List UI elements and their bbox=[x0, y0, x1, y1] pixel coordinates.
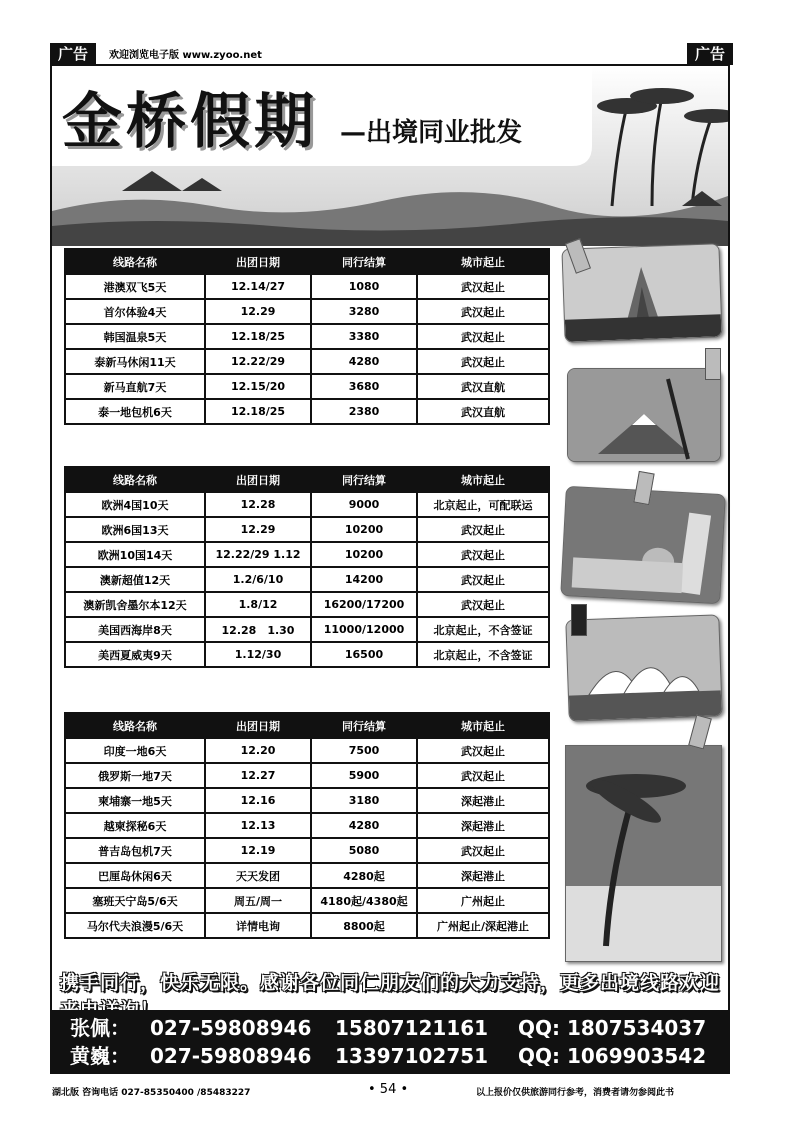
departure-date: 12.22/29 bbox=[205, 349, 311, 374]
route-name: 澳新超值12天 bbox=[65, 567, 205, 592]
contact-name: 张佩： bbox=[70, 1016, 130, 1040]
photo-mount-fuji bbox=[567, 368, 721, 462]
table-row bbox=[65, 642, 549, 667]
route-table-long-haul bbox=[64, 466, 550, 668]
contact-row bbox=[70, 1013, 706, 1043]
contact-qq: QQ: 1807534037 bbox=[518, 1016, 707, 1040]
departure-date: 12.19 bbox=[205, 838, 311, 863]
table-header-row bbox=[65, 467, 549, 492]
city-range: 武汉起止 bbox=[417, 763, 549, 788]
page-number: • 54 • bbox=[368, 1082, 409, 1097]
contact-bar bbox=[52, 1010, 728, 1074]
departure-date: 12.14/27 bbox=[205, 274, 311, 299]
contact-mobile: 15807121161 bbox=[335, 1016, 489, 1040]
slogan-banner: 携手同行，快乐无限。感谢各位同仁朋友们的大力支持，更多出境线路欢迎 bbox=[60, 972, 721, 994]
table-row bbox=[65, 374, 549, 399]
city-range: 武汉起止 bbox=[417, 738, 549, 763]
trade-price: 14200 bbox=[311, 567, 417, 592]
departure-date: 12.22/29 1.12 bbox=[205, 542, 311, 567]
contact-phone: 027-59808946 bbox=[150, 1044, 312, 1068]
header-route: 线路名称 bbox=[65, 249, 205, 274]
trade-price: 16500 bbox=[311, 642, 417, 667]
city-range: 北京起止，可配联运 bbox=[417, 492, 549, 517]
header-city: 城市起止 bbox=[417, 713, 549, 738]
table-row bbox=[65, 763, 549, 788]
table-row bbox=[65, 567, 549, 592]
city-range: 武汉直航 bbox=[417, 374, 549, 399]
route-name: 泰新马休闲11天 bbox=[65, 349, 205, 374]
trade-price: 10200 bbox=[311, 542, 417, 567]
route-name: 欧洲6国13天 bbox=[65, 517, 205, 542]
contact-phone: 027-59808946 bbox=[150, 1016, 312, 1040]
departure-date: 12.13 bbox=[205, 813, 311, 838]
route-table-asia bbox=[64, 248, 550, 425]
header-city: 城市起止 bbox=[417, 249, 549, 274]
table-row bbox=[65, 399, 549, 424]
brand-tagline: —出境同业批发 bbox=[340, 118, 523, 148]
trade-price: 4280 bbox=[311, 813, 417, 838]
trade-price: 8800起 bbox=[311, 913, 417, 938]
departure-date: 12.28 1.30 bbox=[205, 617, 311, 642]
city-range: 武汉起止 bbox=[417, 542, 549, 567]
route-name: 美国西海岸8天 bbox=[65, 617, 205, 642]
trade-price: 10200 bbox=[311, 517, 417, 542]
table-row bbox=[65, 738, 549, 763]
route-name: 韩国温泉5天 bbox=[65, 324, 205, 349]
photo-sydney bbox=[565, 614, 722, 721]
table-row bbox=[65, 813, 549, 838]
trade-price: 11000/12000 bbox=[311, 617, 417, 642]
city-range: 北京起止，不含签证 bbox=[417, 642, 549, 667]
contact-name: 黄巍： bbox=[70, 1044, 130, 1068]
trade-price: 9000 bbox=[311, 492, 417, 517]
departure-date: 12.27 bbox=[205, 763, 311, 788]
route-name: 俄罗斯一地7天 bbox=[65, 763, 205, 788]
departure-date: 12.18/25 bbox=[205, 399, 311, 424]
header-city: 城市起止 bbox=[417, 467, 549, 492]
city-range: 深起港止 bbox=[417, 863, 549, 888]
header-price: 同行结算 bbox=[311, 713, 417, 738]
table-row bbox=[65, 863, 549, 888]
city-range: 深起港止 bbox=[417, 788, 549, 813]
route-name: 柬埔寨一地5天 bbox=[65, 788, 205, 813]
table-row bbox=[65, 913, 549, 938]
route-name: 港澳双飞5天 bbox=[65, 274, 205, 299]
footer-disclaimer: 以上报价仅供旅游同行参考，消费者请勿参阅此书 bbox=[476, 1088, 675, 1098]
city-range: 广州起止 bbox=[417, 888, 549, 913]
photo-clip bbox=[705, 348, 721, 380]
route-name: 澳新凯舍墨尔本12天 bbox=[65, 592, 205, 617]
city-range: 武汉起止 bbox=[417, 274, 549, 299]
route-name: 印度一地6天 bbox=[65, 738, 205, 763]
trade-price: 5080 bbox=[311, 838, 417, 863]
departure-date: 1.2/6/10 bbox=[205, 567, 311, 592]
city-range: 武汉直航 bbox=[417, 399, 549, 424]
header-price: 同行结算 bbox=[311, 467, 417, 492]
table-row bbox=[65, 274, 549, 299]
departure-date: 12.20 bbox=[205, 738, 311, 763]
city-range: 武汉起止 bbox=[417, 324, 549, 349]
header-price: 同行结算 bbox=[311, 249, 417, 274]
trade-price: 4280 bbox=[311, 349, 417, 374]
table-row bbox=[65, 788, 549, 813]
city-range: 武汉起止 bbox=[417, 838, 549, 863]
city-range: 武汉起止 bbox=[417, 349, 549, 374]
table-row bbox=[65, 888, 549, 913]
contact-qq: QQ: 1069903542 bbox=[518, 1044, 707, 1068]
table-row bbox=[65, 542, 549, 567]
route-name: 马尔代夫浪漫5/6天 bbox=[65, 913, 205, 938]
departure-date: 12.29 bbox=[205, 517, 311, 542]
route-name: 普吉岛包机7天 bbox=[65, 838, 205, 863]
departure-date: 12.28 bbox=[205, 492, 311, 517]
table-row bbox=[65, 592, 549, 617]
table-header-row bbox=[65, 713, 549, 738]
city-range: 武汉起止 bbox=[417, 567, 549, 592]
city-range: 北京起止，不含签证 bbox=[417, 617, 549, 642]
ad-label-right: 广告 bbox=[687, 43, 733, 65]
header-route: 线路名称 bbox=[65, 467, 205, 492]
route-name: 美西夏威夷9天 bbox=[65, 642, 205, 667]
header-date: 出团日期 bbox=[205, 467, 311, 492]
table-row bbox=[65, 492, 549, 517]
trade-price: 4280起 bbox=[311, 863, 417, 888]
departure-date: 12.29 bbox=[205, 299, 311, 324]
route-name: 巴厘岛休闲6天 bbox=[65, 863, 205, 888]
table-row bbox=[65, 299, 549, 324]
route-name: 欧洲10国14天 bbox=[65, 542, 205, 567]
trade-price: 1080 bbox=[311, 274, 417, 299]
table-row bbox=[65, 324, 549, 349]
route-name: 泰一地包机6天 bbox=[65, 399, 205, 424]
header-date: 出团日期 bbox=[205, 713, 311, 738]
departure-date: 12.18/25 bbox=[205, 324, 311, 349]
trade-price: 3380 bbox=[311, 324, 417, 349]
departure-date: 1.12/30 bbox=[205, 642, 311, 667]
city-range: 武汉起止 bbox=[417, 592, 549, 617]
route-name: 首尔体验4天 bbox=[65, 299, 205, 324]
city-range: 深起港止 bbox=[417, 813, 549, 838]
city-range: 武汉起止 bbox=[417, 299, 549, 324]
header-date: 出团日期 bbox=[205, 249, 311, 274]
departure-date: 详情电询 bbox=[205, 913, 311, 938]
trade-price: 3180 bbox=[311, 788, 417, 813]
city-range: 武汉起止 bbox=[417, 517, 549, 542]
table-header-row bbox=[65, 249, 549, 274]
departure-date: 周五/周一 bbox=[205, 888, 311, 913]
photo-beach-palm bbox=[565, 745, 722, 962]
departure-date: 1.8/12 bbox=[205, 592, 311, 617]
table-row bbox=[65, 838, 549, 863]
trade-price: 5900 bbox=[311, 763, 417, 788]
departure-date: 12.15/20 bbox=[205, 374, 311, 399]
trade-price: 3680 bbox=[311, 374, 417, 399]
route-name: 塞班天宁岛5/6天 bbox=[65, 888, 205, 913]
trade-price: 16200/17200 bbox=[311, 592, 417, 617]
departure-date: 天天发团 bbox=[205, 863, 311, 888]
brand-title: 金桥假期 bbox=[62, 87, 318, 157]
departure-date: 12.16 bbox=[205, 788, 311, 813]
city-range: 广州起止/深起港止 bbox=[417, 913, 549, 938]
table-row bbox=[65, 349, 549, 374]
route-table-islands bbox=[64, 712, 550, 939]
trade-price: 3280 bbox=[311, 299, 417, 324]
header-route: 线路名称 bbox=[65, 713, 205, 738]
trade-price: 4180起/4380起 bbox=[311, 888, 417, 913]
trade-price: 7500 bbox=[311, 738, 417, 763]
photo-clip bbox=[571, 604, 587, 636]
route-name: 新马直航7天 bbox=[65, 374, 205, 399]
route-name: 越柬探秘6天 bbox=[65, 813, 205, 838]
trade-price: 2380 bbox=[311, 399, 417, 424]
ad-label-left: 广告 bbox=[50, 43, 96, 65]
site-url-text: 欢迎浏览电子版 www.zyoo.net bbox=[109, 50, 262, 61]
contact-row bbox=[70, 1041, 706, 1071]
footer-hotline: 湖北版 咨询电话 027-85350400 /85483227 bbox=[52, 1088, 251, 1098]
table-row bbox=[65, 517, 549, 542]
route-name: 欧洲4国10天 bbox=[65, 492, 205, 517]
contact-mobile: 13397102751 bbox=[335, 1044, 489, 1068]
table-row bbox=[65, 617, 549, 642]
